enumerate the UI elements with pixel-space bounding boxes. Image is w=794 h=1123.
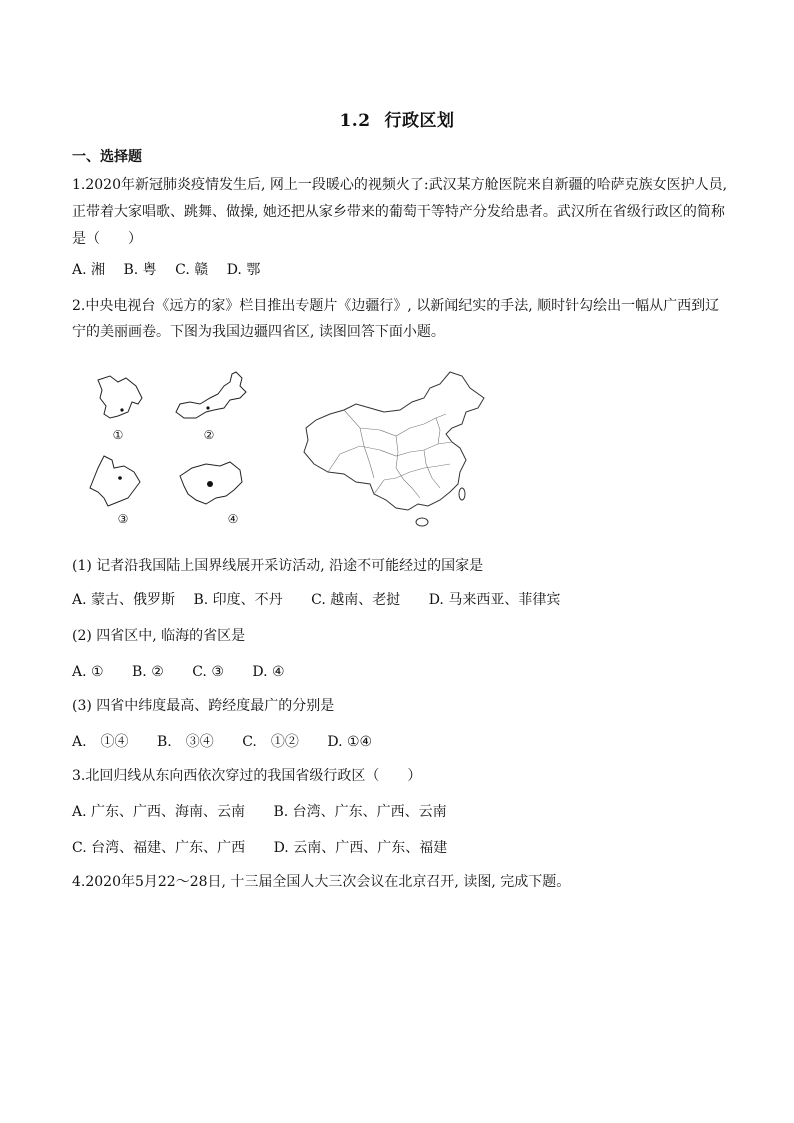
q2-2-option-b[interactable]: B. ② xyxy=(132,664,164,680)
province-map-3 xyxy=(84,452,148,512)
q3-option-d[interactable]: D. 云南、广西、广东、福建 xyxy=(273,840,448,856)
question-4-text: 4.2020年5月22～28日, 十三届全国人大三次会议在北京召开, 读图, 完成下题。 xyxy=(72,874,571,890)
q1-option-a[interactable]: A. 湘 xyxy=(72,262,106,278)
q2-1-option-a[interactable]: A. 蒙古、俄罗斯 xyxy=(72,592,176,608)
q2-3-option-d[interactable]: D. ①④ xyxy=(327,734,373,750)
map-label-2: ② xyxy=(203,428,215,442)
q2-2-option-c[interactable]: C. ③ xyxy=(192,664,224,680)
title-number: 1.2 xyxy=(339,111,371,131)
title-text: 行政区划 xyxy=(384,111,455,131)
q3-option-a[interactable]: A. 广东、广西、海南、云南 xyxy=(72,804,246,820)
q2-3-option-b[interactable]: B. ③④ xyxy=(157,734,214,750)
question-2-sub3-text: (3) 四省中纬度最高、跨经度最广的分别是 xyxy=(72,698,335,714)
map-label-4: ④ xyxy=(227,512,239,526)
q1-option-b[interactable]: B. 粤 xyxy=(123,262,157,278)
question-2-sub2-text: (2) 四省区中, 临海的省区是 xyxy=(72,628,246,644)
q2-1-option-b[interactable]: B. 印度、不丹 xyxy=(193,592,283,608)
question-2-line1: 2.中央电视台《远方的家》栏目推出专题片《边疆行》, 以新闻纪实的手法, 顺时针勾绘出一幅从广西到辽 xyxy=(72,298,720,314)
china-outline-map xyxy=(300,368,500,532)
question-3-options-row1 xyxy=(72,802,447,822)
section-heading: 一、选择题 xyxy=(72,149,142,165)
map-label-3: ③ xyxy=(117,512,129,526)
question-3-options-row2 xyxy=(72,838,447,858)
question-2-sub2-options xyxy=(72,662,285,682)
q3-option-c[interactable]: C. 台湾、福建、广东、广西 xyxy=(72,840,246,856)
question-2-sub1-options xyxy=(72,590,560,610)
q1-option-c[interactable]: C. 赣 xyxy=(175,262,209,278)
q1-option-d[interactable]: D. 鄂 xyxy=(226,262,261,278)
q2-1-option-c[interactable]: C. 越南、老挝 xyxy=(311,592,401,608)
question-2-sub3-options xyxy=(72,732,372,752)
question-2-line2: 宁的美丽画卷。下图为我国边疆四省区, 读图回答下面小题。 xyxy=(72,324,445,340)
q2-3-option-c[interactable]: C. ①② xyxy=(242,734,299,750)
question-3-text: 3.北回归线从东向西依次穿过的我国省级行政区（ ） xyxy=(72,768,422,784)
q2-2-option-a[interactable]: A. ① xyxy=(72,664,104,680)
q2-1-option-d[interactable]: D. 马来西亚、菲律宾 xyxy=(428,592,561,608)
question-1-options xyxy=(72,260,260,280)
province-map-4 xyxy=(172,456,248,510)
border-provinces-figure xyxy=(80,352,500,532)
question-1-text: 1.2020年新冠肺炎疫情发生后, 网上一段暖心的视频火了:武汉某方舱医院来自新疆的哈萨克族女医护人员, 正带着大家唱歌、跳舞、做操, 她还把从家乡带来的葡萄干等特产分发给患者。武汉所在省级行政区的简称是（ ） xyxy=(72,177,728,247)
q2-2-option-d[interactable]: D. ④ xyxy=(252,664,285,680)
q3-option-b[interactable]: B. 台湾、广东、广西、云南 xyxy=(273,804,447,820)
map-label-1: ① xyxy=(112,428,124,442)
question-2-sub1-text: (1) 记者沿我国陆上国界线展开采访活动, 沿途不可能经过的国家是 xyxy=(72,558,484,574)
province-map-1 xyxy=(88,372,148,424)
page-title xyxy=(0,106,794,131)
q2-3-option-a[interactable]: A. ①④ xyxy=(72,734,129,750)
province-map-2 xyxy=(170,368,250,428)
